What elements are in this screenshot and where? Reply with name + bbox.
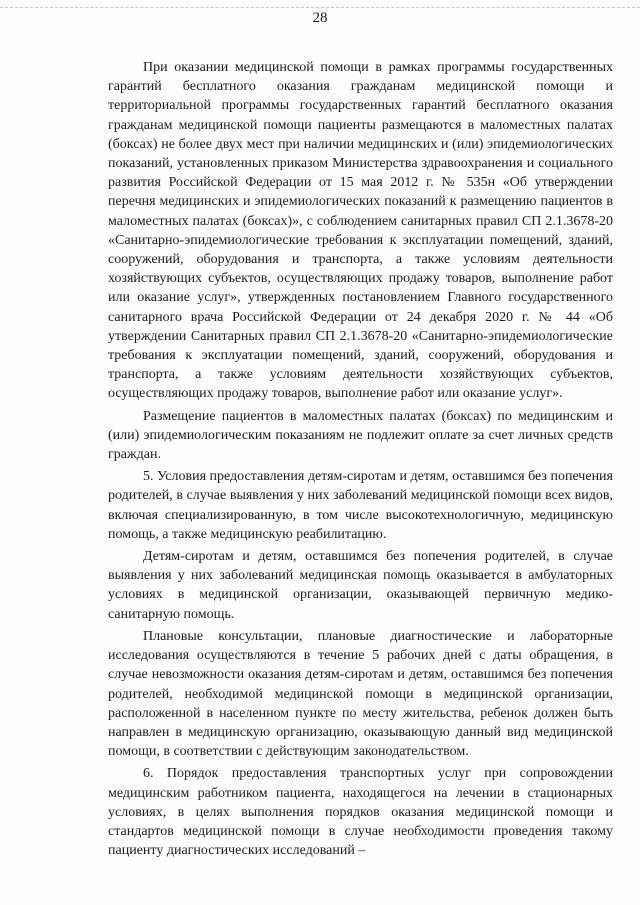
document-body (108, 58, 613, 863)
paragraph-section-5-orphans: 5. Условия предоставления детям-сиротам и детям, оставшимся без попечения родителей, в случае выявления у них заболеваний медицинской помощи всех видов, включая специализированную, в том числе высокотехнологичную, медицинскую помощь, а также медицинскую реабилитацию. (108, 469, 613, 542)
scan-top-edge (0, 7, 640, 9)
paragraph-boxed-wards: При оказании медицинской помощи в рамках программы государственных гарантий бесплатного оказания гражданам медицинской помощи и территориальной программы государственных гарантий бесплатного оказания гражданам медицинской помощи пациенты размещаются в маломестных палатах (боксах) не более двух мест при наличии медицинских и (или) эпидемиологических показаний, установленных приказом Министерства здравоохранения и социального развития Российской Федерации от 15 мая 2012 г. № 535н «Об утверждении перечня медицинских и эпидемиологических показаний к размещению пациентов в маломестных палатах (боксах)», с соблюдением санитарных правил СП 2.1.3678-20 «Санитарно-эпидемиологические требования к эксплуатации помещений, зданий, сооружений, оборудования и транспорта, а также условиям деятельности хозяйствующих субъектов, осуществляющих продажу товаров, выполнение работ или оказание услуг», утвержденных постановлением Главного государственного санитарного врача Российской Федерации от 24 декабря 2020 г. № 44 «Об утверждении Санитарных правил СП 2.1.3678-20 «Санитарно-эпидемиологические требования к эксплуатации помещений, зданий, сооружений, оборудования и транспорта, а также условиям деятельности хозяйствующих субъектов, осуществляющих продажу товаров, выполнение работ или оказание услуг». (108, 60, 613, 402)
paragraph-planned-consultations: Плановые консультации, плановые диагностические и лабораторные исследования осуществляются в течение 5 рабочих дней с даты обращения, в случае невозможности оказания детям-сиротам и детям, оставшимся без попечения родителей, необходимой медицинской помощи в медицинской организации, расположенной в населенном пункте по месту жительства, ребенок должен быть направлен в медицинскую организацию, оказывающую данный вид медицинской помощи, в соответствии с действующим законодательством. (108, 628, 613, 760)
paragraph-boxed-wards-payment: Размещение пациентов в маломестных палатах (боксах) по медицинским и (или) эпидемиологическим показаниям не подлежит оплате за счет личных средств граждан. (108, 408, 613, 463)
paragraph-section-6-transport: 6. Порядок предоставления транспортных услуг при сопровождении медицинским работником пациента, находящегося на лечении в стационарных условиях, в целях выполнения порядков оказания медицинской помощи и стандартов медицинской помощи в случае необходимости проведения такому пациенту диагностических исследований – (108, 766, 613, 859)
page-number: 28 (312, 10, 328, 26)
paragraph-orphans-outpatient: Детям-сиротам и детям, оставшимся без попечения родителей, в случае выявления у них заболеваний медицинская помощь оказывается в амбулаторных условиях в медицинской организации, оказывающей первичную медико-санитарную помощь. (108, 549, 613, 622)
